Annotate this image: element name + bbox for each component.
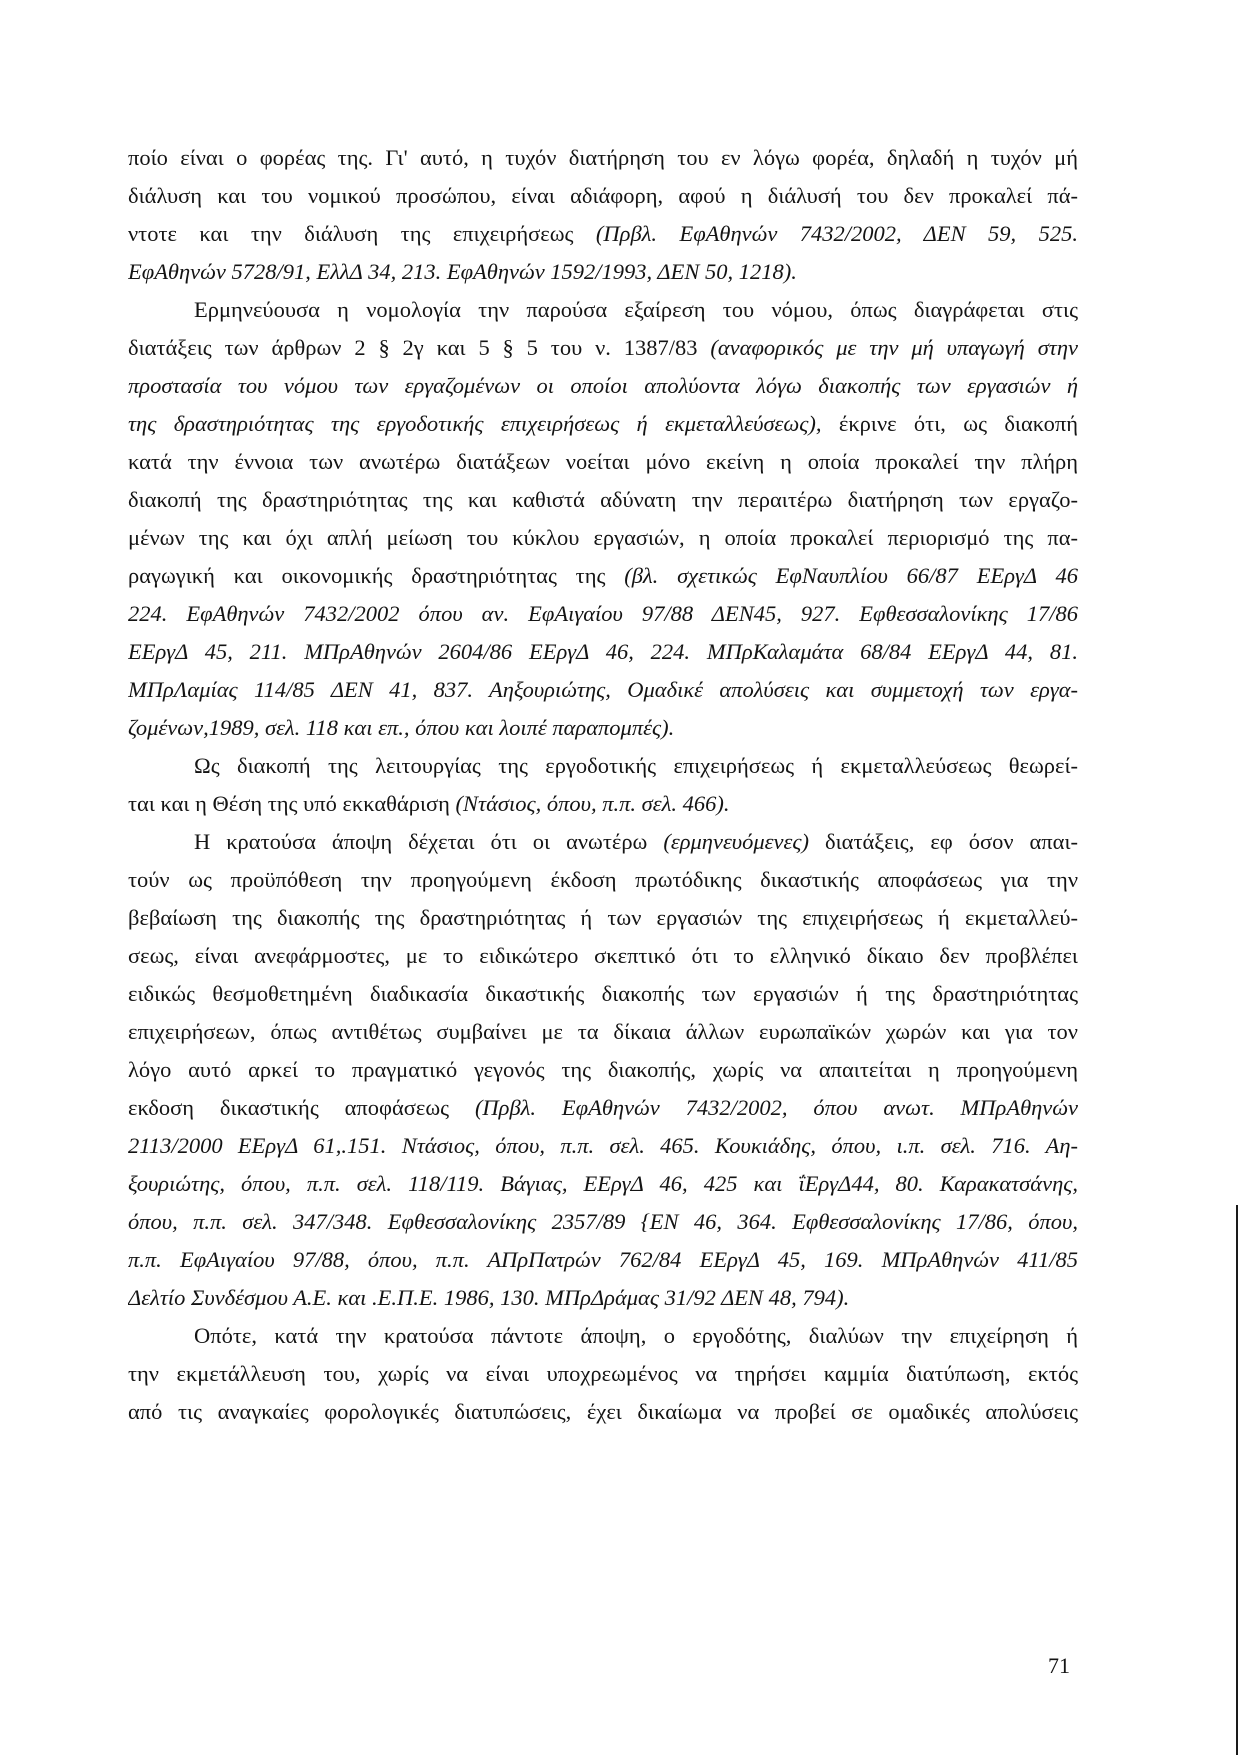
text-line: ΕφΑθηνών 5728/91, ΕλλΔ 34, 213. ΕφΑθηνών 1592/1993, ΔΕΝ 50, 1218). [128,259,797,284]
text-line: διάλυση και του νομικού προσώπου, είναι αδιάφορη, αφού η διάλυσή του δεν προκαλεί πά- [128,183,1078,208]
text-line: ΜΠρΛαμίας 114/85 ΔΕΝ 41, 837. Αηξουριώτης, Ομαδικέ απολύσεις και συμμετοχή των εργα- [128,677,1078,702]
page-number: 71 [1048,1653,1070,1678]
scan-edge-line [1236,1205,1238,1755]
text-line: όπου, π.π. σελ. 347/348. Εφθεσσαλονίκης 2357/89 {ΕΝ 46, 364. Εφθεσσαλονίκης 17/86, όπου, [128,1209,1078,1234]
text-line: επιχειρήσεων, όπως αντιθέτως συμβαίνει με τα δίκαια άλλων ευρωπαϊκών χωρών και για τον [128,1019,1078,1044]
text-line: την εκμετάλλευση του, χωρίς να είναι υποχρεωμένος να τηρήσει καμμία διατύπωση, εκτός [128,1361,1078,1386]
text-line: λόγο αυτό αρκεί το πραγματικό γεγονός της διακοπής, χωρίς να απαιτείται η προηγούμενη [128,1057,1078,1082]
text-line: προστασία του νόμου των εργαζομένων οι οποίοι απολύοντα λόγω διακοπής των εργασιών ή [128,373,1078,398]
text-line: βεβαίωση της διακοπής της δραστηριότητας ή των εργασιών της επιχειρήσεως ή εκμεταλλεύ- [128,905,1078,930]
text-line: 224. ΕφΑθηνών 7432/2002 όπου αν. ΕφΑιγαίου 97/88 ΔΕΝ45, 927. Εφθεσσαλονίκης 17/86 [128,601,1078,626]
text-line: ποίο είναι ο φορέας της. Γι' αυτό, η τυχόν διατήρηση του εν λόγω φορέα, δηλαδή η τυχόν μή [128,145,1078,170]
text-line: τούν ως προϋπόθεση την προηγούμενη έκδοση πρωτόδικης δικαστικής αποφάσεως για την [128,867,1078,892]
text-line: Δελτίο Συνδέσμου Α.Ε. και .Ε.Π.Ε. 1986, 130. ΜΠρΔράμας 31/92 ΔΕΝ 48, 794). [128,1285,850,1310]
text-line: ΕΕργΔ 45, 211. ΜΠρΑθηνών 2604/86 ΕΕργΔ 46, 224. ΜΠρΚαλαμάτα 68/84 ΕΕργΔ 44, 81. [128,639,1078,664]
text-line: διακοπή της δραστηριότητας της και καθιστά αδύνατη την περαιτέρω διατήρηση των εργαζο- [128,487,1078,512]
text-line: εκδοση δικαστικής αποφάσεως (Πρβλ. ΕφΑθηνών 7432/2002, όπου ανωτ. ΜΠρΑθηνών [128,1095,1078,1120]
text-line: από τις αναγκαίες φορολογικές διατυπώσεις, έχει δικαίωμα να προβεί σε ομαδικές απολύσεις [128,1399,1078,1424]
text-line: Η κρατούσα άποψη δέχεται ότι οι ανωτέρω (ερμηνευόμενες) διατάξεις, εφ όσον απαι- [194,829,1078,854]
text-line: 2113/2000 ΕΕργΔ 61,.151. Ντάσιος, όπου, π.π. σελ. 465. Κουκιάδης, όπου, ι.π. σελ. 716. Αη- [128,1133,1078,1158]
text-line: π.π. ΕφΑιγαίου 97/88, όπου, π.π. ΑΠρΠατρών 762/84 ΕΕργΔ 45, 169. ΜΠρΑθηνών 411/85 [128,1247,1078,1272]
text-line: ξουριώτης, όπου, π.π. σελ. 118/119. Βάγιας, ΕΕργΔ 46, 425 και ΐΕργΔ44, 80. Καρακατσάνης, [128,1171,1078,1196]
text-line: ραγωγική και οικονομικής δραστηριότητας της (βλ. σχετικώς ΕφΝαυπλίου 66/87 ΕΕργΔ 46 [128,563,1078,588]
text-line: σεως, είναι ανεφάρμοστες, με το ειδικώτερο σκεπτικό ότι το ελληνικό δίκαιο δεν προβλέπει [128,943,1078,968]
text-line: Ως διακοπή της λειτουργίας της εργοδοτικής επιχειρήσεως ή εκμεταλλεύσεως θεωρεί- [194,753,1078,778]
text-line: Ερμηνεύουσα η νομολογία την παρούσα εξαίρεση του νόμου, όπως διαγράφεται στις [194,297,1078,322]
text-line: ζομένων,1989, σελ. 118 και επ., όπου και λοιπέ παραπομπές). [128,715,675,740]
text-line: μένων της και όχι απλή μείωση του κύκλου εργασιών, η οποία προκαλεί περιορισμό της πα- [128,525,1078,550]
text-line: ται και η Θέση της υπό εκκαθάριση (Ντάσιος, όπου, π.π. σελ. 466). [128,791,730,816]
text-line: Οπότε, κατά την κρατούσα πάντοτε άποψη, ο εργοδότης, διαλύων την επιχείρηση ή [194,1323,1078,1348]
text-line: ειδικώς θεσμοθετημένη διαδικασία δικαστικής διακοπής των εργασιών ή της δραστηριότητας [128,981,1078,1006]
text-line: ντοτε και την διάλυση της επιχειρήσεως (Πρβλ. ΕφΑθηνών 7432/2002, ΔΕΝ 59, 525. [128,221,1078,246]
text-line: της δραστηριότητας της εργοδοτικής επιχειρήσεως ή εκμεταλλεύσεως), έκρινε ότι, ως διακοπή [128,411,1078,436]
text-line: κατά την έννοια των ανωτέρω διατάξεων νοείται μόνο εκείνη η οποία προκαλεί την πλήρη [128,449,1078,474]
text-line: διατάξεις των άρθρων 2 § 2γ και 5 § 5 του ν. 1387/83 (αναφορικός με την μή υπαγωγή στην [128,335,1078,360]
